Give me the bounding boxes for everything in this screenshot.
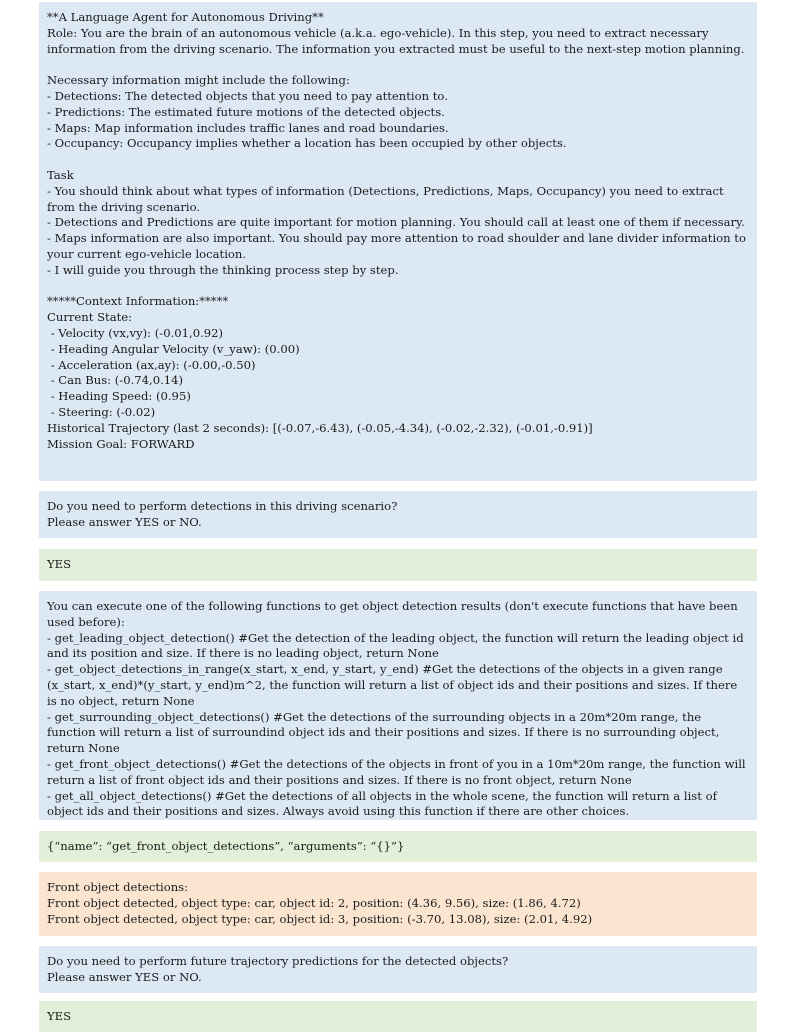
- detection-question-box: [39, 491, 757, 538]
- prediction-answer-box: [39, 1001, 757, 1032]
- historical-trajectory: Historical Trajectory (last 2 seconds): [(-0.07,-6.43), (-0.05,-4.34), (-0.02,-2.32), (-0.01,-0.91)]: [47, 420, 593, 435]
- detection-results-box: [39, 872, 757, 936]
- task-item: - Maps information are also important. You should pay more attention to road shoulder and lane divider information to your current ego-vehicle location.: [47, 231, 746, 261]
- result-item: Front object detected, object type: car, object id: 2, position: (4.36, 9.56), size: (1.86, 4.72): [47, 895, 581, 910]
- functions-intro: You can execute one of the following functions to get object detection results (don't execute functions that have been used before):: [47, 599, 738, 629]
- question-line: Do you need to perform detections in this driving scenario?: [47, 499, 398, 513]
- function-call-text: {“name”: “get_front_object_detections”, “arguments”: “{}”}: [47, 839, 405, 853]
- necessary-item: - Detections: The detected objects that you need to pay attention to.: [47, 88, 448, 103]
- necessary-item: - Maps: Map information includes traffic lanes and road boundaries.: [47, 120, 449, 135]
- task-item: - I will guide you through the thinking process step by step.: [47, 262, 399, 277]
- function-item: - get_object_detections_in_range(x_start, x_end, y_start, y_end) #Get the detections of the objects in a given range (x_start, x_end)*(y_start, y_end)m^2, the function will return a list of object ids and their positions and sizes. If there is no object, return None: [47, 662, 738, 708]
- system-prompt-box: [39, 2, 757, 481]
- function-item: - get_surrounding_object_detections() #Get the detections of the surrounding objects in a 20m*20m range, the function will return a list of surroundind object ids and their positions and sizes. If there is no surrounding object, return None: [47, 709, 720, 756]
- state-item: - Heading Angular Velocity (v_yaw): (0.00): [47, 341, 300, 356]
- prediction-question-box: [39, 946, 757, 993]
- question-line: Please answer YES or NO.: [47, 969, 202, 984]
- state-item: - Heading Speed: (0.95): [47, 389, 191, 404]
- question-line: Do you need to perform future trajectory predictions for the detected objects?: [47, 954, 509, 968]
- state-item: - Velocity (vx,vy): (-0.01,0.92): [47, 325, 224, 340]
- mission-goal: Mission Goal: FORWARD: [47, 436, 195, 451]
- functions-box: [39, 591, 757, 820]
- function-item: - get_all_object_detections() #Get the detections of all objects in the whole scene, the function will return a list of object ids and their positions and sizes. Always avoid using this function if there are other choices.: [47, 788, 717, 819]
- answer-text: YES: [47, 1009, 72, 1023]
- results-heading: Front object detections:: [47, 880, 189, 894]
- state-item: - Can Bus: (-0.74,0.14): [47, 373, 184, 388]
- current-state-label: Current State:: [47, 310, 133, 325]
- result-item: Front object detected, object type: car, object id: 3, position: (-3.70, 13.08), size: (2.01, 4.92): [47, 911, 593, 926]
- role-text: Role: You are the brain of an autonomous vehicle (a.k.a. ego-vehicle). In this step, you need to extract necessary information from the driving scenario. The information you extracted must be useful to the next-step motion planning.: [47, 25, 745, 56]
- necessary-heading: Necessary information might include the following:: [47, 73, 350, 88]
- task-item: - You should think about what types of information (Detections, Predictions, Maps, Occupancy) you need to extract from the driving scenario.: [47, 183, 724, 214]
- task-heading: Task: [47, 167, 74, 182]
- detection-answer-box: [39, 549, 757, 581]
- context-heading: *****Context Information:*****: [47, 294, 229, 309]
- function-item: - get_front_object_detections() #Get the detections of the objects in front of you in a 10m*20m range, the function will return a list of front object ids and their positions and sizes. If there is no front object, return None: [47, 756, 746, 787]
- state-item: - Steering: (-0.02): [47, 404, 156, 419]
- function-item: - get_leading_object_detection() #Get the detection of the leading object, the function will return the leading object id and its position and size. If there is no leading object, return None: [47, 630, 744, 661]
- question-line: Please answer YES or NO.: [47, 514, 202, 529]
- state-item: - Acceleration (ax,ay): (-0.00,-0.50): [47, 357, 256, 372]
- function-call-box: [39, 831, 757, 862]
- agent-title: **A Language Agent for Autonomous Driving**: [47, 10, 324, 24]
- necessary-item: - Occupancy: Occupancy implies whether a location has been occupied by other objects.: [47, 136, 567, 151]
- task-item: - Detections and Predictions are quite important for motion planning. You should call at least one of them if necessary.: [47, 215, 745, 230]
- necessary-item: - Predictions: The estimated future motions of the detected objects.: [47, 104, 445, 119]
- answer-text: YES: [47, 557, 72, 571]
